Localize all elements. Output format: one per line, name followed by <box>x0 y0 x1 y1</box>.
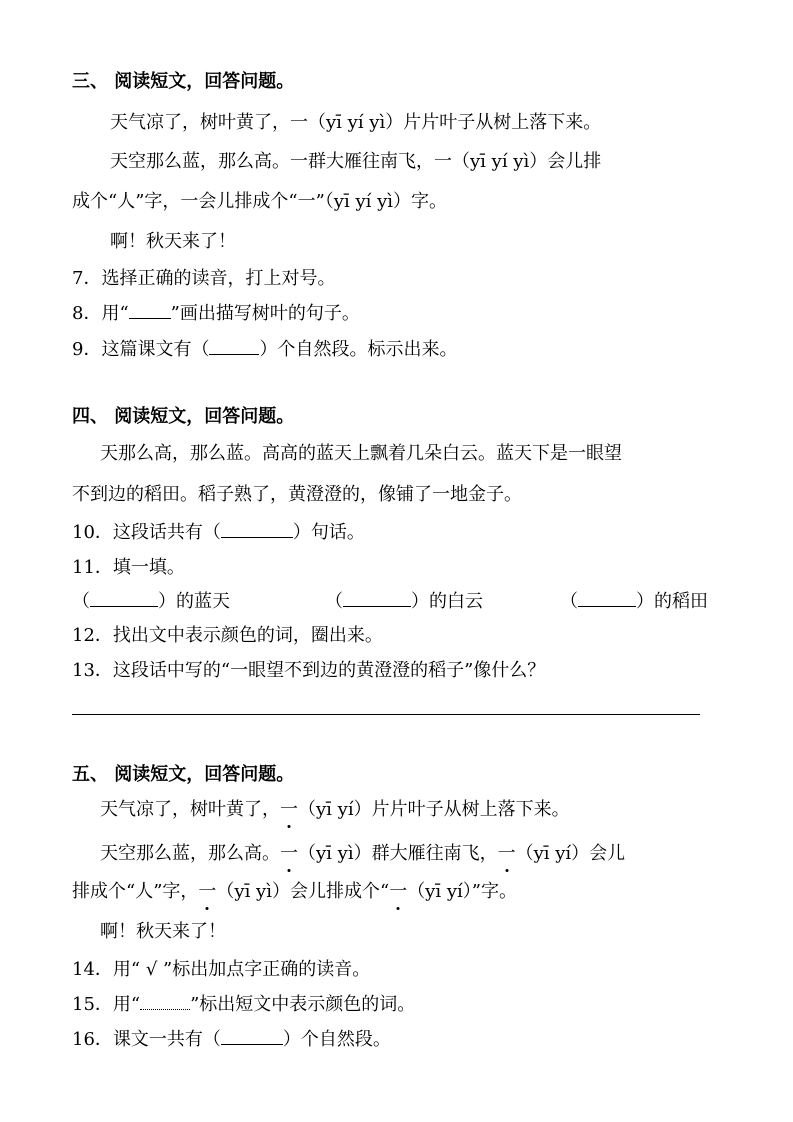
answer-blank[interactable] <box>90 590 158 607</box>
q10-text-pre: 10．这段话共有（ <box>72 522 221 543</box>
answer-blank[interactable] <box>343 590 411 607</box>
text: （yī yì）群大雁往南飞， <box>298 843 498 864</box>
passage-line <box>100 798 570 822</box>
fill-text-pre: （ <box>72 591 90 612</box>
text: （yī yí）会儿 <box>515 843 626 864</box>
dotted-char: 一 <box>497 843 516 864</box>
question-10 <box>72 521 365 545</box>
q16-text-pre: 16．课文一共有（ <box>72 1029 221 1050</box>
fill-text-pre: （ <box>560 591 578 612</box>
question-16 <box>72 1028 391 1052</box>
fill-item-2 <box>325 590 483 614</box>
passage-line: 成个“人”字，一会儿排成个“一”（yī yí yì）字。 <box>72 191 448 212</box>
fill-item-3 <box>560 590 708 614</box>
question-15 <box>72 993 415 1017</box>
answer-blank[interactable] <box>578 590 636 607</box>
fill-text-post: ）的稻田 <box>636 591 708 612</box>
answer-blank[interactable] <box>221 521 293 538</box>
passage-line: 啊！秋天来了！ <box>100 921 226 942</box>
passage-line: 天那么高，那么蓝。高高的蓝天上飘着几朵白云。蓝天下是一眼望 <box>100 443 622 464</box>
q15-text-post: ”标出短文中表示颜色的词。 <box>190 994 416 1015</box>
fill-text-pre: （ <box>325 591 343 612</box>
text: 天空那么蓝，那么高。 <box>100 843 280 864</box>
passage-line <box>100 842 625 866</box>
section-4-heading: 四、 阅读短文，回答问题。 <box>72 406 295 427</box>
q8-text-pre: 8．用“ <box>72 303 129 324</box>
passage-line: 不到边的稻田。稻子熟了，黄澄澄的，像铺了一地金子。 <box>72 484 522 505</box>
section-3-heading: 三、 阅读短文，回答问题。 <box>72 71 295 92</box>
q9-text-pre: 9．这篇课文有（ <box>72 339 210 360</box>
question-9 <box>72 338 457 362</box>
q10-text-post: ）句话。 <box>292 522 365 543</box>
question-8 <box>72 302 360 326</box>
text: （yī yí）”字。 <box>407 881 517 902</box>
passage-line <box>72 880 517 904</box>
text: 天气凉了，树叶黄了， <box>100 799 280 820</box>
question-14: 14．用“ √ ”标出加点字正确的读音。 <box>72 959 371 980</box>
dotted-char: 一 <box>389 881 408 902</box>
dotted-char: 一 <box>198 881 217 902</box>
q16-text-post: ）个自然段。 <box>282 1029 391 1050</box>
wavy-underline-sample <box>140 995 190 1010</box>
q9-text-post: ）个自然段。标示出来。 <box>259 339 458 360</box>
answer-blank[interactable] <box>209 338 259 355</box>
q15-text-pre: 15．用“ <box>72 994 141 1015</box>
question-13: 13．这段话中写的“一眼望不到边的黄澄澄的稻子”像什么？ <box>72 660 546 681</box>
text: （yī yì）会儿排成个“ <box>216 881 390 902</box>
text: （yī yí）片片叶子从树上落下来。 <box>298 799 570 820</box>
fill-text-post: ）的白云 <box>411 591 483 612</box>
section-5-heading: 五、 阅读短文，回答问题。 <box>72 764 295 785</box>
passage-line: 天空那么蓝，那么高。一群大雁往南飞，一（yī yí yì）会儿排 <box>110 151 602 172</box>
passage-line: 啊！秋天来了！ <box>110 231 236 252</box>
passage-line: 天气凉了，树叶黄了，一（yī yí yì）片片叶子从树上落下来。 <box>110 112 602 133</box>
q8-text-post: ”画出描写树叶的句子。 <box>170 303 360 324</box>
answer-line[interactable] <box>72 714 700 715</box>
question-7: 7．选择正确的读音，打上对号。 <box>72 268 336 289</box>
fill-text-post: ）的蓝天 <box>158 591 230 612</box>
dotted-char: 一 <box>280 843 298 864</box>
fill-item-1 <box>72 590 230 614</box>
dotted-char: 一 <box>280 799 298 820</box>
answer-blank[interactable] <box>129 302 171 319</box>
text: 排成个“人”字， <box>72 881 199 902</box>
question-12: 12．找出文中表示颜色的词，圈出来。 <box>72 625 383 646</box>
question-11: 11．填一填。 <box>72 557 185 578</box>
answer-blank[interactable] <box>221 1028 283 1045</box>
